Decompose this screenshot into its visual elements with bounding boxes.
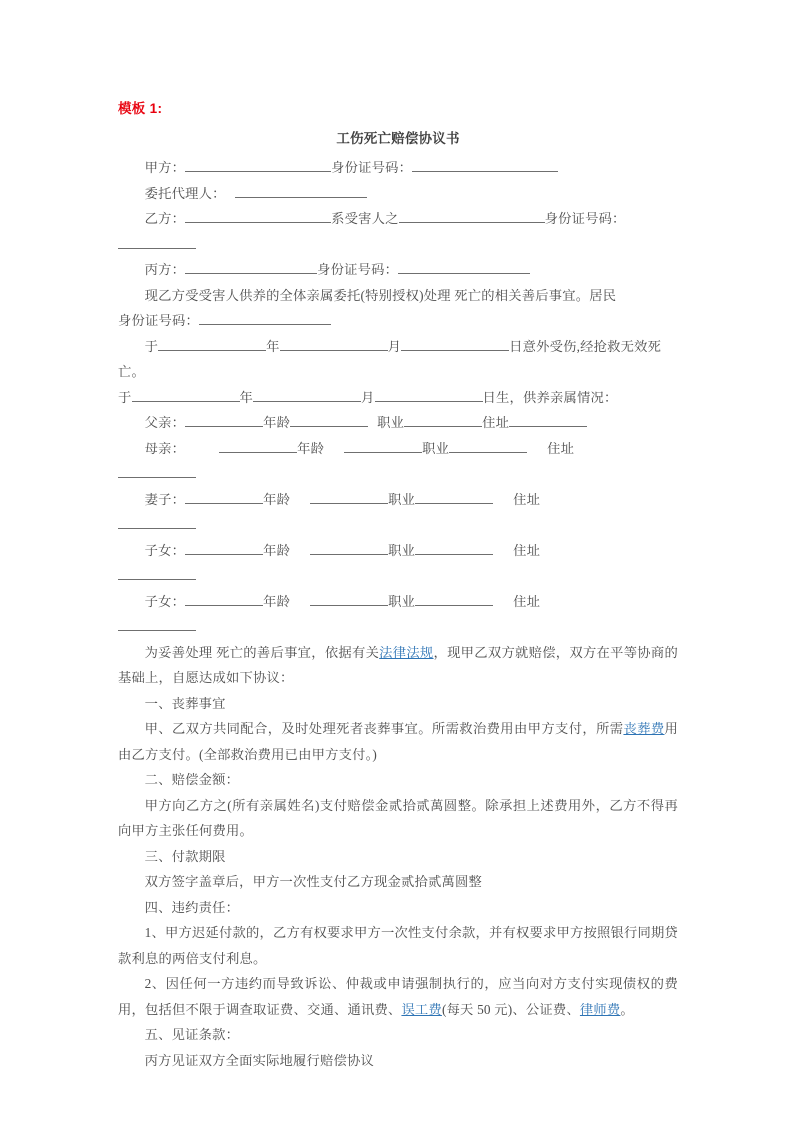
party-a-name-blank[interactable] (185, 158, 331, 172)
party-c-id-label: 身份证号码： (317, 262, 399, 277)
child2-job-label: 职业 (388, 593, 416, 609)
agent-row (118, 181, 678, 207)
wife-addr-wrap-row (118, 512, 678, 538)
party-c-label: 丙方： (144, 262, 186, 277)
mother-job-label: 职业 (422, 440, 450, 456)
entrust-id-blank[interactable] (199, 311, 331, 325)
relative-row-child-1 (118, 538, 678, 564)
relative-label-child-1: 子女： (144, 542, 186, 558)
child2-age-label: 年龄 (263, 593, 291, 609)
entrust-line-1: 现乙方受受害人供养的全体亲属委托(特别授权)处理 死亡的相关善后事宜。居民 (144, 287, 617, 303)
injury-day-label: 日意外受伤,经抢救无效死亡。 (118, 338, 662, 379)
section-1-part-1: 甲、乙双方共同配合，及时处理死者丧葬事宜。所需救治费用由甲方支付，所需 (144, 721, 624, 736)
father-job-blank[interactable] (404, 413, 482, 427)
page-title: 工伤死亡赔偿协议书 (336, 131, 460, 146)
section-heading-4: 四、违约责任： (144, 899, 240, 915)
child1-addr-wrap-row (118, 563, 678, 589)
mother-addr-blank[interactable] (118, 464, 196, 478)
father-age-blank[interactable] (290, 413, 368, 427)
party-c-id-blank[interactable] (398, 260, 530, 274)
injury-day-blank[interactable] (401, 337, 509, 351)
wife-addr-blank[interactable] (118, 515, 196, 529)
father-job-label: 职业 (377, 415, 405, 430)
section-heading-3: 三、付款期限 (144, 848, 226, 864)
party-c-row (118, 257, 678, 283)
child1-job-label: 职业 (388, 542, 416, 558)
birth-year-blank[interactable] (132, 388, 240, 402)
child1-age-blank[interactable] (310, 541, 388, 555)
child2-job-blank[interactable] (415, 592, 493, 606)
injury-month-label: 月 (387, 338, 402, 354)
mother-addr-label: 住址 (547, 440, 575, 456)
wife-addr-label: 住址 (513, 491, 541, 507)
injury-month-blank[interactable] (280, 337, 388, 351)
birth-day-label: 日生，供养亲属情况： (482, 389, 618, 405)
child1-addr-label: 住址 (513, 542, 541, 558)
father-addr-label: 住址 (482, 415, 510, 430)
wife-age-blank[interactable] (310, 490, 388, 504)
injury-date-prefix: 于 (144, 338, 159, 354)
father-age-label: 年龄 (263, 415, 291, 430)
breach-2-part-2: 。 (620, 1001, 634, 1017)
section-heading-1: 一、丧葬事宜 (144, 695, 226, 711)
relative-row-mother (118, 436, 678, 462)
mother-age-blank[interactable] (344, 439, 422, 453)
template-marker: 模板 1: (118, 101, 163, 116)
party-b-relation-blank[interactable] (399, 209, 545, 223)
injury-year-label: 年 (266, 338, 280, 354)
entrust-id-row (118, 308, 678, 334)
child2-name-blank[interactable] (185, 592, 263, 606)
relative-label-wife: 妻子： (144, 491, 186, 507)
injury-year-blank[interactable] (158, 337, 266, 351)
wife-job-label: 职业 (388, 491, 416, 507)
breach-item-1: 1、甲方迟延付款的，乙方有权要求甲方一次性支付余款，并有权要求甲方按照银行同期贷款利息的两倍支付利息。 (118, 925, 678, 966)
law-regulation-link[interactable]: 法律法规 (379, 644, 434, 660)
section-heading-5: 五、见证条款： (144, 1027, 240, 1042)
lawyer-fee-link[interactable]: 律师费 (579, 1001, 621, 1017)
injury-date-row (118, 334, 678, 385)
section-body-5: 丙方见证双方全面实际地履行赔偿协议 (144, 1052, 375, 1068)
party-b-relation-label: 系受害人之 (331, 211, 399, 226)
child2-addr-wrap-row (118, 614, 678, 640)
breach-2-part-1: 2、因任何一方违约而导致诉讼、仲裁或申请强制执行的，应当向对方支付实现债权的费用，包括但不限于调查取证费、交通、通讯费、 (118, 976, 678, 1017)
child1-age-label: 年龄 (263, 542, 291, 558)
mother-name-blank[interactable] (219, 439, 297, 453)
section-body-3: 双方签字盖章后，甲方一次性支付乙方现金贰拾贰萬圆整 (144, 874, 483, 889)
child2-age-blank[interactable] (310, 592, 388, 606)
relative-label-father: 父亲： (144, 415, 186, 430)
relative-row-child-2 (118, 589, 678, 615)
father-name-blank[interactable] (185, 413, 263, 427)
party-b-name-blank[interactable] (185, 209, 331, 223)
party-b-id-blank[interactable] (118, 235, 196, 249)
party-a-label: 甲方： (144, 160, 186, 175)
party-a-id-label: 身份证号码： (331, 160, 413, 175)
wife-name-blank[interactable] (185, 490, 263, 504)
lost-work-fee-link[interactable]: 误工费 (401, 1001, 442, 1017)
child2-addr-label: 住址 (513, 593, 541, 609)
entrust-id-label: 身份证号码： (118, 313, 199, 328)
child1-name-blank[interactable] (185, 541, 263, 555)
child1-addr-blank[interactable] (118, 566, 196, 580)
birth-month-label: 月 (361, 389, 375, 405)
relative-row-father (118, 410, 678, 436)
party-a-row (118, 155, 678, 181)
child2-addr-blank[interactable] (118, 617, 196, 631)
birth-date-row (118, 385, 678, 411)
breach-2-middle: (每天 50 元)、公证费、 (441, 1001, 580, 1017)
wife-job-blank[interactable] (415, 490, 493, 504)
relative-label-child-2: 子女： (144, 593, 186, 609)
agent-label: 委托代理人： (144, 185, 226, 201)
document-content (118, 98, 678, 1073)
birth-month-blank[interactable] (253, 388, 361, 402)
relative-label-mother: 母亲： (144, 440, 186, 456)
mother-age-label: 年龄 (297, 440, 325, 456)
party-a-id-blank[interactable] (412, 158, 558, 172)
party-b-id-wrap-row (118, 232, 678, 258)
mother-job-blank[interactable] (449, 439, 527, 453)
child1-job-blank[interactable] (415, 541, 493, 555)
party-b-id-label: 身份证号码： (544, 211, 626, 226)
breach-item-2 (118, 971, 678, 1022)
preamble-part-1: 为妥善处理 死亡的善后事宜，依据有关 (144, 644, 380, 660)
preamble-paragraph (118, 640, 678, 691)
father-addr-blank[interactable] (509, 413, 587, 427)
relative-row-wife (118, 487, 678, 513)
agent-name-blank[interactable] (235, 184, 367, 198)
party-b-row (118, 206, 678, 232)
section-body-1 (118, 716, 678, 767)
section-heading-2: 二、赔偿金额： (144, 772, 240, 787)
party-b-label: 乙方： (144, 211, 186, 226)
mother-addr-wrap-row (118, 461, 678, 487)
party-c-name-blank[interactable] (185, 260, 317, 274)
section-1-part-2: 用由乙方支付。(全部救治费用已由甲方支付。) (118, 721, 678, 762)
birth-day-blank[interactable] (375, 388, 483, 402)
funeral-expense-link[interactable]: 丧葬费 (623, 721, 665, 736)
preamble-part-2: ，现甲乙双方就赔偿，双方在平等协商的基础上，自愿达成如下协议： (118, 644, 678, 685)
section-body-2: 甲方向乙方之(所有亲属姓名)支付赔偿金贰拾贰萬圆整。除承担上述费用外，乙方不得再向甲方主张任何费用。 (118, 797, 678, 838)
birth-year-label: 年 (239, 389, 253, 405)
birth-date-prefix: 于 (118, 389, 132, 405)
wife-age-label: 年龄 (263, 491, 291, 507)
